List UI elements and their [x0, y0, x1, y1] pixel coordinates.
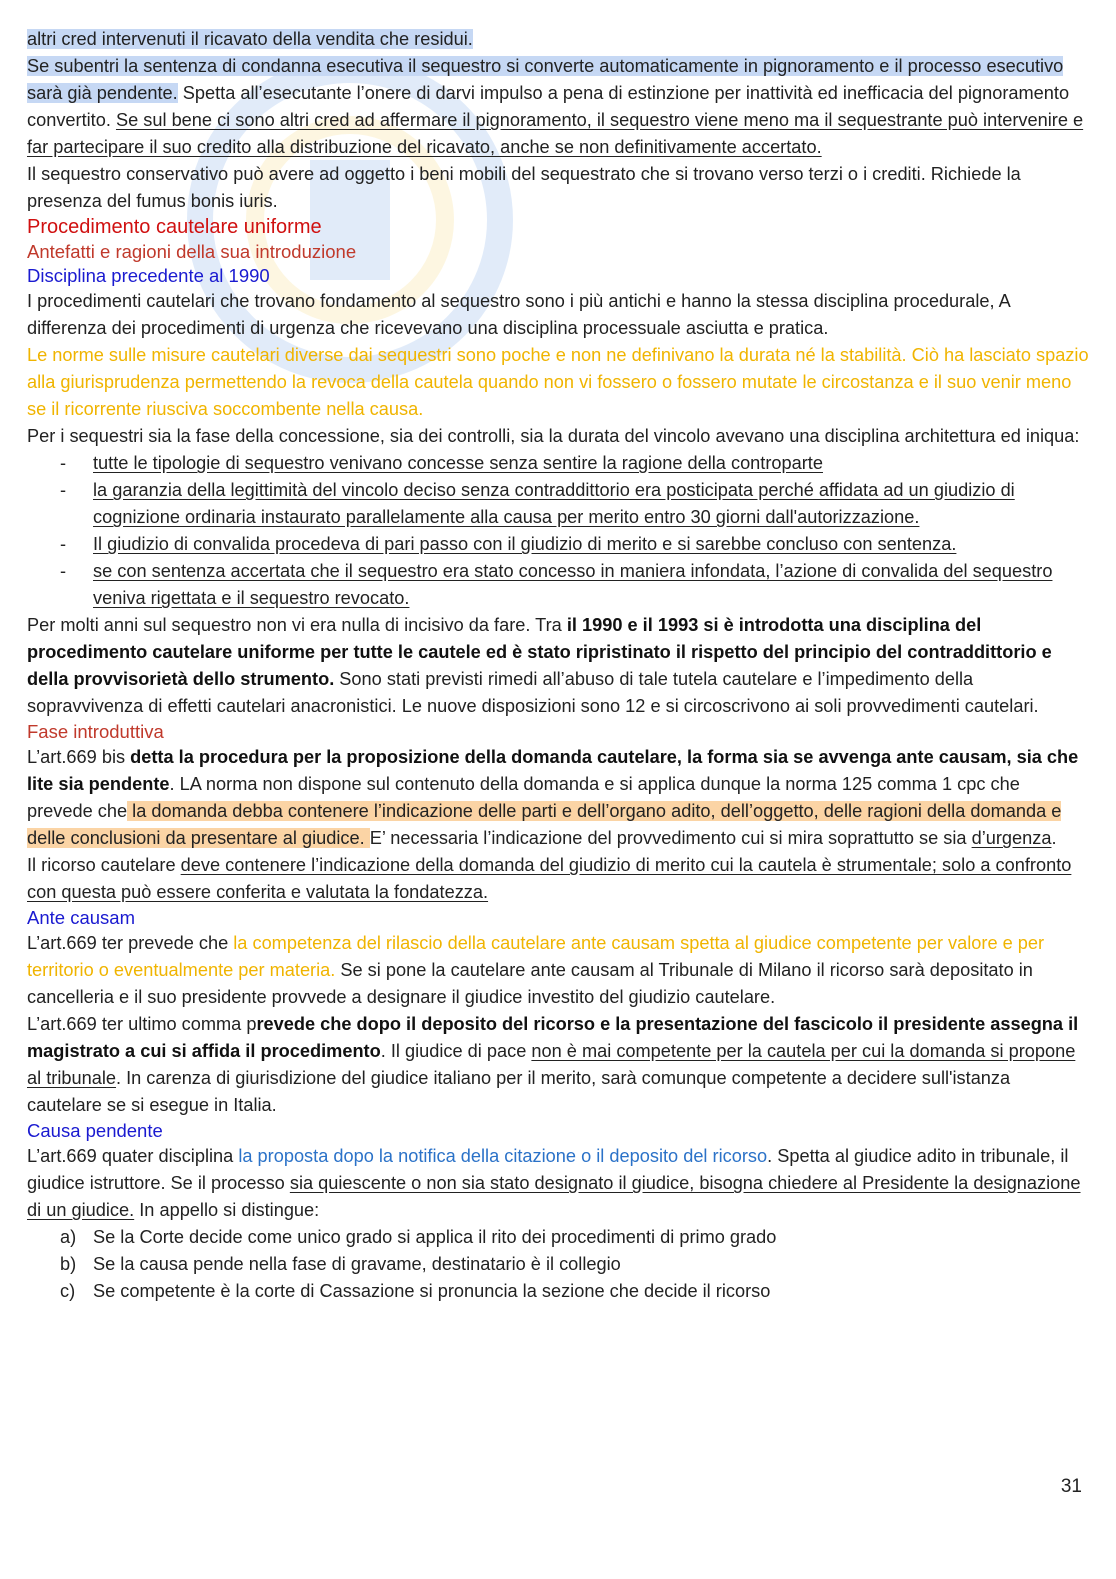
- paragraph-8: L’art.669 bis detta la procedura per la proposizione della domanda cautelare, la forma sia se avvenga ante causam, sia che lite sia pendente. LA norma non dispone sul contenuto della domanda e si applica dunque la norma 125 comma 1 cpc che prevede che la domanda debba contenere l’indicazione delle parti e dell’organo adito, dell’oggetto, delle ragioni della domanda e delle conclusioni da presentare al giudice. E’ necessaria l’indicazione del provvedimento cui si mira soprattutto se sia d’urgenza.: [27, 747, 1079, 848]
- heading-disciplina-precedente: Disciplina precedente al 1990: [27, 265, 270, 286]
- heading-fase-introduttiva: Fase introduttiva: [27, 721, 164, 742]
- paragraph-11: L’art.669 ter ultimo comma prevede che dopo il deposito del ricorso e la presentazione del fascicolo il presidente assegna il magistrato a cui si affida il procedimento. Il giudice di pace non è mai competente per la cautela per cui la domanda si propone al tribunale. In carenza di giurisdizione del giudice italiano per il merito, sarà comunque competente a decidere sull'istanza cautelare se si esegue in Italia.: [27, 1014, 1079, 1115]
- list-item: c) Se competente è la corte di Cassazione si pronuncia la sezione che decide il ricorso: [60, 1281, 771, 1301]
- list-item: b) Se la causa pende nella fase di gravame, destinatario è il collegio: [60, 1254, 621, 1274]
- list-item: a) Se la Corte decide come unico grado si applica il rito dei procedimenti di primo grado: [60, 1227, 777, 1247]
- heading-ante-causam: Ante causam: [27, 907, 135, 928]
- heading-antefatti: Antefatti e ragioni della sua introduzione: [27, 241, 357, 262]
- list-item: - tutte le tipologie di sequestro venivano concesse senza sentire la ragione della controparte: [93, 450, 1089, 477]
- paragraph-3: Il sequestro conservativo può avere ad oggetto i beni mobili del sequestrato che si trovano verso terzi o i crediti. Richiede la presenza del fumus bonis iuris.: [27, 164, 1021, 211]
- list-item: - Il giudizio di convalida procedeva di pari passo con il giudizio di merito e si sarebbe concluso con sentenza.: [93, 531, 1089, 558]
- paragraph-2: Se subentri la sentenza di condanna esecutiva il sequestro si converte automaticamente in pignoramento e il processo esecutivo sarà già pendente. Spetta all’esecutante l’onere di darvi impulso a pena di estinzione per inattività ed inefficacia del pignoramento convertito. Se sul bene ci sono altri cred ad affermare il pignoramento, il sequestro viene meno ma il sequestrante può intervenire e far partecipare il suo credito alla distribuzione del ricavato, anche se non definitivamente accertato.: [27, 56, 1084, 157]
- heading-causa-pendente: Causa pendente: [27, 1120, 163, 1141]
- paragraph-5: Le norme sulle misure cautelari diverse dai sequestri sono poche e non ne definivano la durata né la stabilità. Ciò ha lasciato spazio alla giurisprudenza permettendo la revoca della cautela quando non vi fossero o fossero mutate le circostanza e il suo venir meno se il ricorrente riusciva soccombente nella causa.: [27, 345, 1089, 419]
- paragraph-7: Per molti anni sul sequestro non vi era nulla di incisivo da fare. Tra il 1990 e il 1993 si è introdotta una disciplina del procedimento cautelare uniforme per tutte le cautele ed è stato ripristinato il rispetto del principio del contraddittorio e della provvisorietà dello strumento. Sono stati previsti rimedi all’abuso di tale tutela cautelare e l’impedimento della sopravvivenza di effetti cautelari anacronistici. Le nuove disposizioni sono 12 e si circoscrivono ai soli provvedimenti cautelari.: [27, 615, 1052, 716]
- paragraph-6: Per i sequestri sia la fase della concessione, sia dei controlli, sia la durata del vincolo avevano una disciplina architettura ed iniqua:: [27, 426, 1080, 446]
- alpha-list: [27, 1224, 1089, 1305]
- paragraph-1: altri cred intervenuti il ricavato della vendita che residui.: [27, 29, 473, 49]
- paragraph-4: I procedimenti cautelari che trovano fondamento al sequestro sono i più antichi e hanno la stessa disciplina procedurale, A differenza dei procedimenti di urgenza che ricevevano una disciplina processuale asciutta e pratica.: [27, 291, 1010, 338]
- paragraph-12: L’art.669 quater disciplina la proposta dopo la notifica della citazione o il deposito del ricorso. Spetta al giudice adito in tribunale, il giudice istruttore. Se il processo sia quiescente o non sia stato designato il giudice, bisogna chiedere al Presidente la designazione di un giudice. In appello si distingue:: [27, 1146, 1081, 1220]
- paragraph-10: L’art.669 ter prevede che la competenza del rilascio della cautelare ante causam spetta al giudice competente per valore e per territorio o eventualmente per materia. Se si pone la cautelare ante causam al Tribunale di Milano il ricorso sarà depositato in cancelleria e il suo presidente provvede a designare il giudice investito del giudizio cautelare.: [27, 933, 1045, 1007]
- dash-list: [27, 450, 1089, 612]
- document-page: [27, 26, 1089, 1305]
- page-number: 31: [1060, 1476, 1082, 1497]
- list-item: - la garanzia della legittimità del vincolo deciso senza contraddittorio era posticipata perché affidata ad un giudizio di cognizione ordinaria instaurato parallelamente alla causa per merito entro 30 giorni dall'autorizzazione.: [93, 477, 1089, 531]
- paragraph-9: Il ricorso cautelare deve contenere l’indicazione della domanda del giudizio di merito cui la cautela è strumentale; solo a confronto con questa può essere conferita e valutata la fondatezza.: [27, 855, 1072, 902]
- list-item: - se con sentenza accertata che il sequestro era stato concesso in maniera infondata, l’azione di convalida del sequestro veniva rigettata e il sequestro revocato.: [93, 558, 1089, 612]
- heading-procedimento-cautelare: Procedimento cautelare uniforme: [27, 216, 322, 238]
